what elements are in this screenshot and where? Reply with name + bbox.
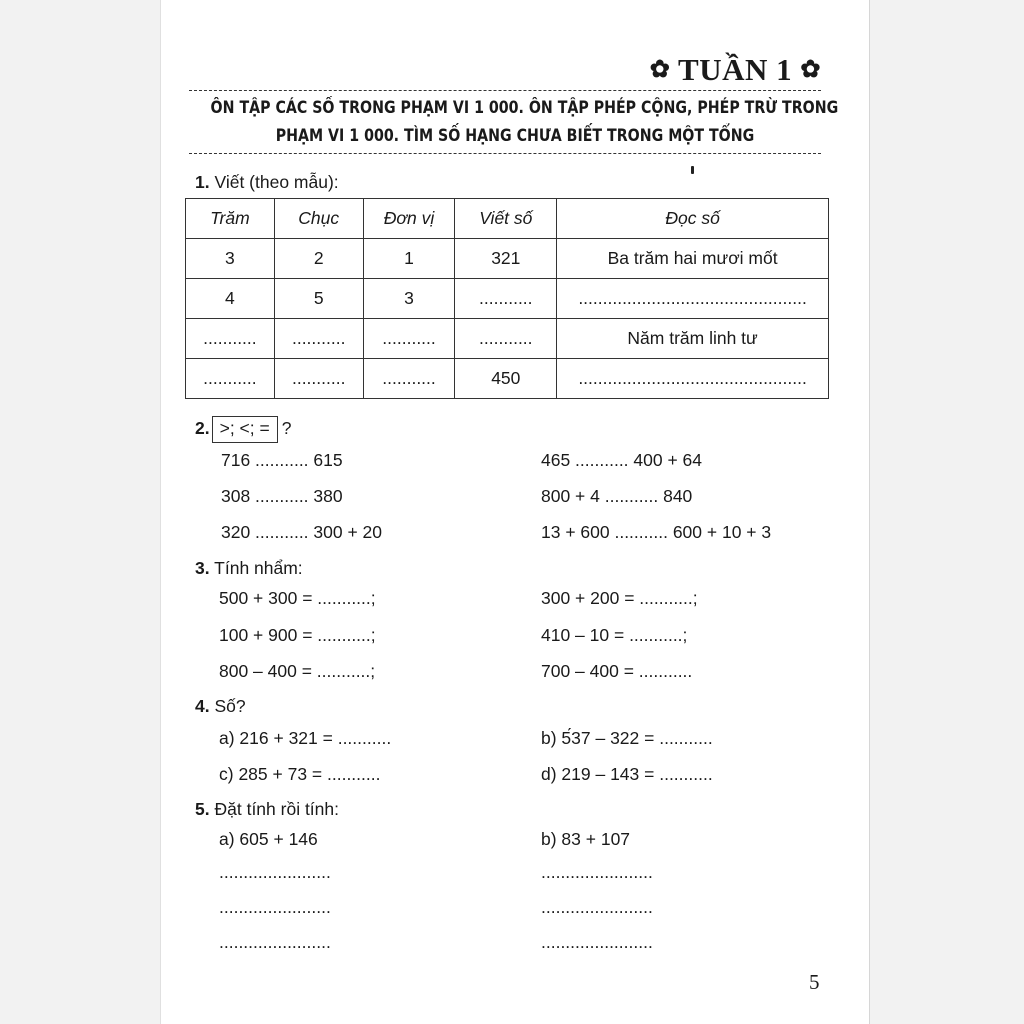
mental-math-item: 800 – 400 = ...........; (219, 661, 376, 681)
table-cell: 2 (274, 239, 363, 279)
table-cell: ........... (274, 359, 363, 399)
column-header: Viết số (455, 199, 557, 239)
comparison-signs-box: >; <; = (212, 416, 278, 443)
page-number: 5 (809, 970, 820, 994)
exercise-instruction: Viết (theo mẫu): (214, 172, 339, 192)
table-cell: ........... (186, 319, 275, 359)
table-row (186, 239, 829, 279)
place-value-table (185, 198, 829, 399)
exercise-number: 3. (195, 558, 210, 578)
comparison-item: 308 ........... 380 (221, 486, 343, 506)
comparison-item: 465 ........... 400 + 64 (541, 450, 703, 470)
flower-icon: ✿ (649, 57, 671, 83)
exercise-instruction: Tính nhẩm: (214, 558, 303, 578)
week-title-text: TUẦN 1 (678, 52, 793, 87)
answer-line: ....................... (219, 932, 331, 952)
mental-math-item: 300 + 200 = ...........; (541, 588, 698, 608)
column-header: Đọc số (557, 199, 829, 239)
table-row (186, 279, 829, 319)
table-header-row (186, 199, 829, 239)
table-cell: Ba trăm hai mươi mốt (557, 239, 829, 279)
table-row (186, 319, 829, 359)
fill-number-item: a) 216 + 321 = ........... (219, 728, 392, 748)
table-cell: ........... (455, 319, 557, 359)
answer-line: ....................... (541, 897, 653, 917)
table-cell: ............................................... (557, 279, 829, 319)
table-cell: ........... (363, 359, 455, 399)
comparison-item: 13 + 600 ........... 600 + 10 + 3 (541, 522, 772, 542)
lesson-heading-line1: ÔN TẬP CÁC SỐ TRONG PHẠM VI 1 000. ÔN TẬP PHÉP CỘNG, PHÉP TRỪ TRONG (210, 98, 839, 117)
fill-number-item: d) 219 – 143 = ........... (541, 764, 713, 784)
table-row (186, 359, 829, 399)
column-header: Đơn vị (363, 199, 455, 239)
exercise-2-title (195, 416, 291, 443)
mental-math-item: 700 – 400 = ........... (541, 661, 693, 681)
column-header: Chục (274, 199, 363, 239)
exercise-instruction: Đặt tính rồi tính: (214, 799, 339, 819)
table-cell: ........... (274, 319, 363, 359)
ink-mark (691, 166, 694, 174)
exercise-number: 4. (195, 696, 210, 716)
table-cell: 321 (455, 239, 557, 279)
week-title (621, 52, 821, 88)
table-cell: 3 (363, 279, 455, 319)
column-header: Trăm (186, 199, 275, 239)
fill-number-item: c) 285 + 73 = ........... (219, 764, 381, 784)
answer-line: ....................... (219, 862, 331, 882)
flower-icon: ✿ (800, 57, 821, 83)
comparison-item: 716 ........... 615 (221, 450, 343, 470)
lesson-heading-line2: PHẠM VI 1 000. TÌM SỐ HẠNG CHƯA BIẾT TRONG MỘT TỔNG (275, 126, 755, 145)
table-cell: 4 (186, 279, 275, 319)
mental-math-item: 500 + 300 = ...........; (219, 588, 376, 608)
exercise-1-title (195, 172, 339, 193)
exercise-3-title (195, 558, 303, 579)
worksheet-page (160, 0, 870, 1024)
column-calc-a: a) 605 + 146 (219, 829, 318, 849)
exercise-number: 2. (195, 418, 210, 438)
table-cell: ........... (186, 359, 275, 399)
fill-number-item: b) 5́37 – 322 = ........... (541, 728, 713, 748)
column-calc-b: b) 83 + 107 (541, 829, 631, 849)
dashed-divider-bottom (189, 153, 821, 154)
table-cell: 3 (186, 239, 275, 279)
table-cell: 5 (274, 279, 363, 319)
question-mark: ? (281, 418, 292, 438)
exercise-4-title (195, 696, 246, 717)
table-cell: ........... (363, 319, 455, 359)
exercise-5-title (195, 799, 339, 820)
answer-line: ....................... (219, 897, 331, 917)
table-cell: Năm trăm linh tư (557, 319, 829, 359)
table-cell: ............................................... (557, 359, 829, 399)
answer-line: ....................... (541, 862, 653, 882)
dashed-divider-top (189, 90, 821, 91)
exercise-number: 1. (195, 172, 210, 192)
answer-line: ....................... (541, 932, 653, 952)
comparison-item: 320 ........... 300 + 20 (221, 522, 383, 542)
table-cell: ........... (455, 279, 557, 319)
comparison-item: 800 + 4 ........... 840 (541, 486, 693, 506)
mental-math-item: 100 + 900 = ...........; (219, 625, 376, 645)
table-cell: 1 (363, 239, 455, 279)
exercise-number: 5. (195, 799, 210, 819)
exercise-instruction: Số? (214, 696, 246, 716)
table-cell: 450 (455, 359, 557, 399)
mental-math-item: 410 – 10 = ...........; (541, 625, 688, 645)
